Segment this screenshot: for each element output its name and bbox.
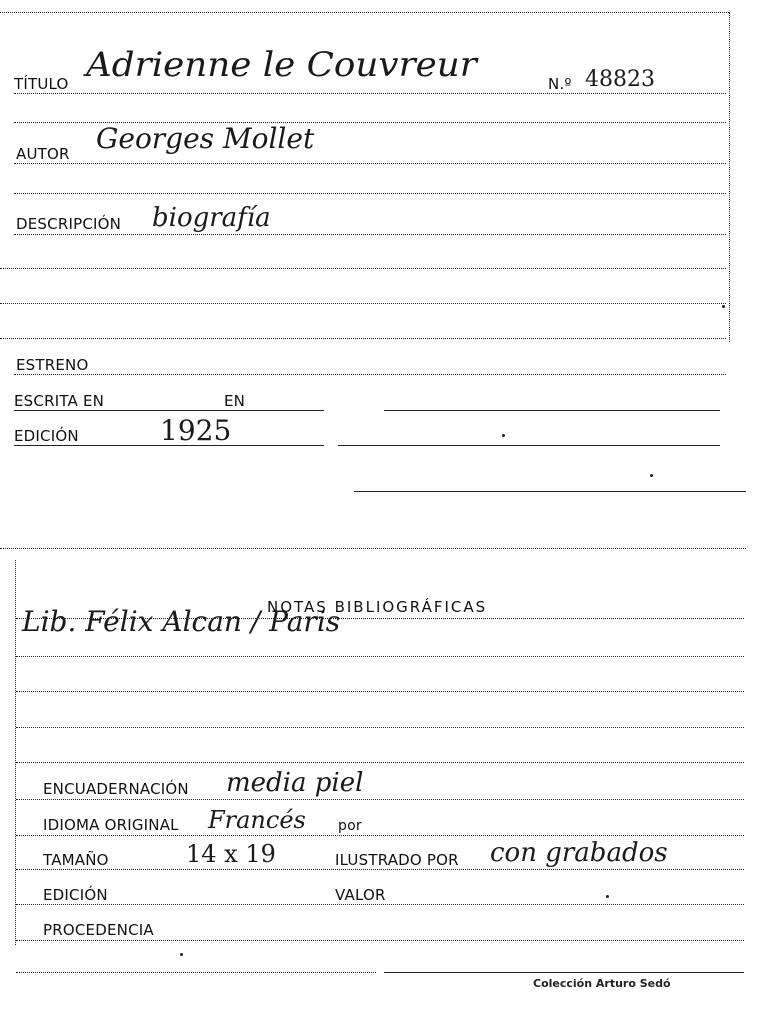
tamano-value: 14 x 19 bbox=[186, 840, 276, 868]
ruled-line bbox=[0, 338, 726, 339]
autor-rule bbox=[14, 163, 726, 164]
encuadernacion-label: ENCUADERNACIÓN bbox=[43, 780, 189, 798]
ruled-line bbox=[0, 303, 726, 304]
titulo-label: TÍTULO bbox=[14, 75, 69, 93]
ilustrado-value: con grabados bbox=[490, 838, 668, 868]
idioma-value: Francés bbox=[208, 806, 306, 834]
edicion-rule bbox=[14, 445, 324, 446]
upper-card-top-border bbox=[0, 12, 729, 13]
en-label: EN bbox=[224, 392, 246, 410]
descripcion-rule bbox=[14, 234, 726, 235]
por-label: por bbox=[338, 818, 362, 834]
speck bbox=[606, 895, 609, 898]
ruled-line bbox=[16, 691, 744, 692]
ruled-line bbox=[16, 727, 744, 728]
underline-right bbox=[354, 491, 746, 492]
edicion-rule-right bbox=[338, 445, 720, 446]
ruled-line bbox=[16, 656, 744, 657]
speck bbox=[502, 434, 505, 437]
procedencia-rule bbox=[16, 940, 744, 941]
descripcion-value: biografía bbox=[152, 203, 271, 233]
edicion-lower-rule bbox=[16, 904, 744, 905]
escrita-rule bbox=[14, 410, 324, 411]
edicion-value: 1925 bbox=[160, 414, 232, 447]
descripcion-label: DESCRIPCIÓN bbox=[16, 215, 122, 233]
upper-card-right-border bbox=[729, 12, 730, 342]
ruled-line bbox=[14, 193, 726, 194]
numero-value: 48823 bbox=[585, 67, 655, 92]
collection-footer: Colección Arturo Sedó bbox=[533, 977, 671, 990]
lower-card-top-border bbox=[0, 548, 746, 549]
ruled-line-right bbox=[384, 972, 744, 973]
estreno-label: ESTRENO bbox=[16, 356, 89, 374]
numero-label: N.º bbox=[548, 75, 572, 93]
encuadernacion-rule bbox=[16, 799, 744, 800]
autor-label: AUTOR bbox=[16, 145, 70, 163]
tamano-label: TAMAÑO bbox=[43, 851, 109, 869]
idioma-rule bbox=[16, 835, 744, 836]
ruled-line bbox=[16, 972, 376, 973]
escrita-en-label: ESCRITA EN bbox=[14, 392, 105, 410]
estreno-rule bbox=[14, 374, 726, 375]
ilustrado-label: ILUSTRADO POR bbox=[335, 851, 459, 869]
edicion-label: EDICIÓN bbox=[14, 427, 79, 445]
valor-label: VALOR bbox=[335, 886, 386, 904]
autor-value: Georges Mollet bbox=[96, 122, 315, 155]
ruled-line bbox=[16, 618, 744, 619]
speck bbox=[180, 953, 183, 956]
edicion-lower-label: EDICIÓN bbox=[43, 886, 108, 904]
tamano-rule bbox=[16, 869, 744, 870]
speck bbox=[722, 305, 725, 308]
notas-heading: NOTAS BIBLIOGRÁFICAS bbox=[267, 598, 488, 616]
speck bbox=[650, 474, 653, 477]
procedencia-label: PROCEDENCIA bbox=[43, 921, 154, 939]
titulo-value: Adrienne le Couvreur bbox=[86, 45, 477, 85]
notas-value: Lib. Félix Alcan / Paris bbox=[22, 605, 341, 638]
titulo-rule bbox=[14, 93, 726, 94]
encuadernacion-value: media piel bbox=[226, 768, 364, 798]
ruled-line bbox=[0, 268, 726, 269]
en-rule bbox=[384, 410, 720, 411]
ruled-line bbox=[16, 762, 744, 763]
idioma-label: IDIOMA ORIGINAL bbox=[43, 816, 179, 834]
